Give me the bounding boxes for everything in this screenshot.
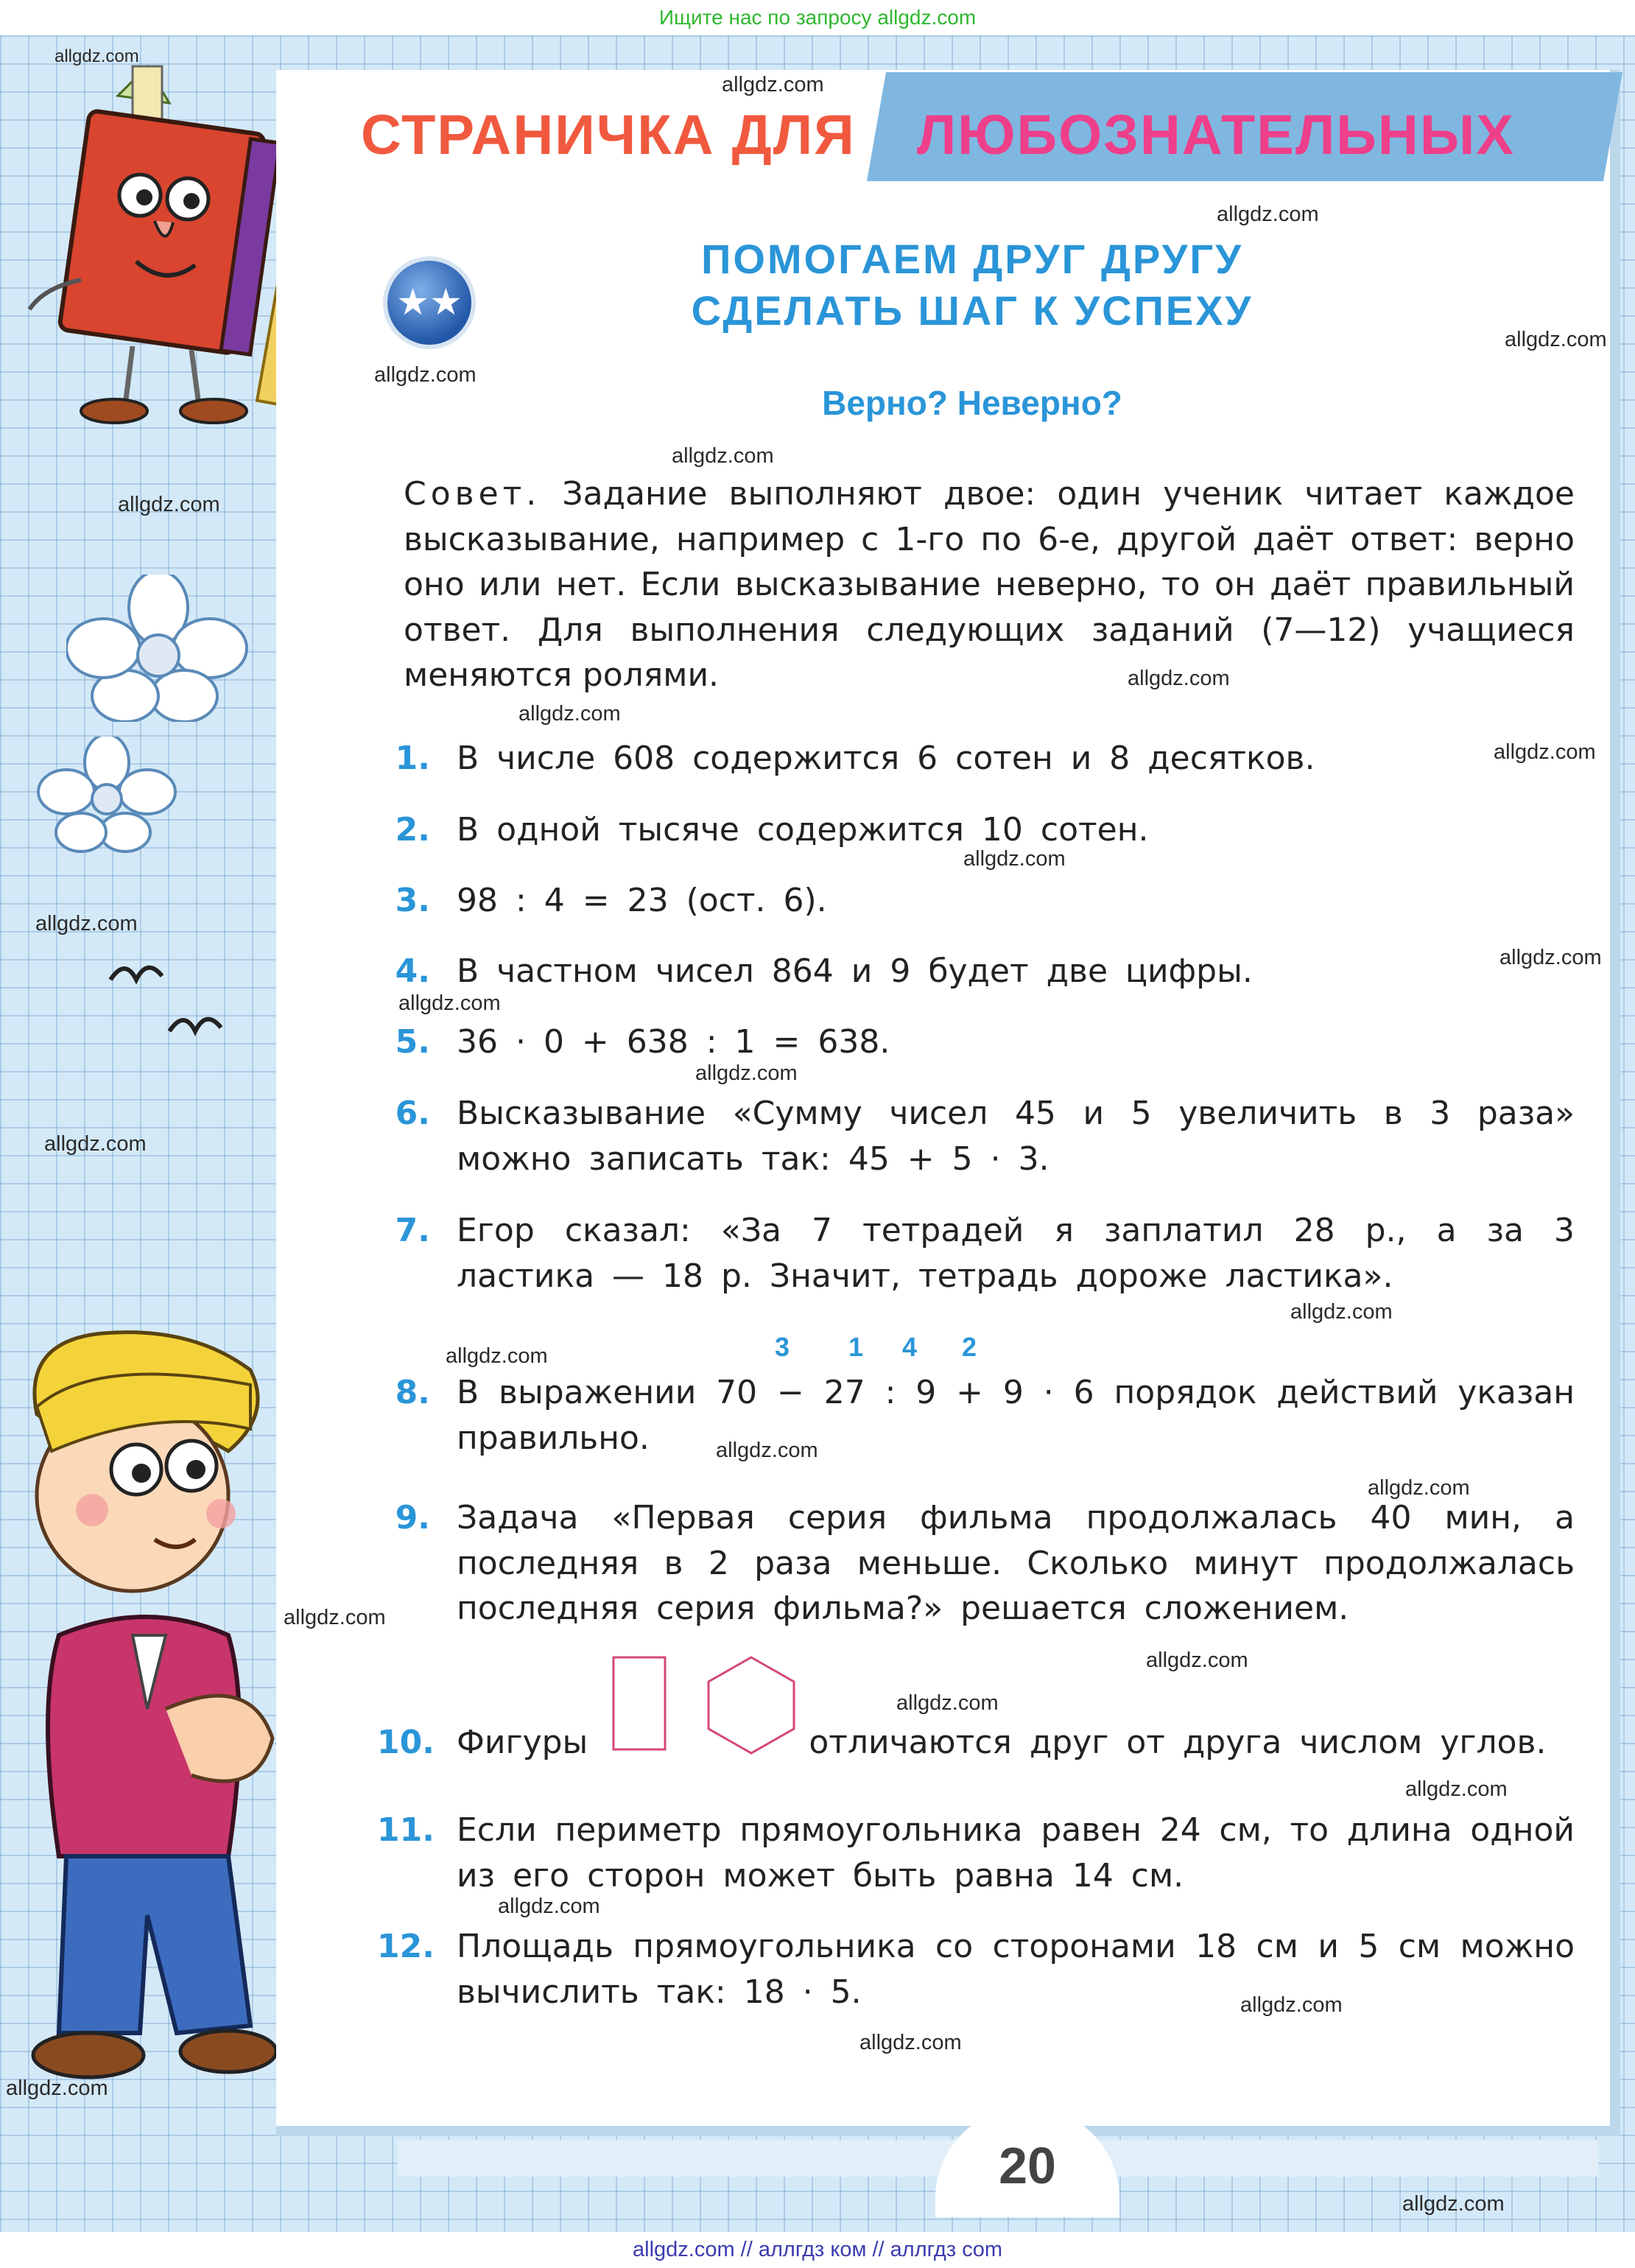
item-text: Если периметр прямоугольника равен 24 см, то длина одной из его сторон может быть равна 14 см. — [457, 1811, 1575, 1895]
advice-text: Задание выполняют двое: один ученик читает каждое высказывание, например с 1-го по 6-е, другой даёт ответ: верно оно или нет. Если высказывание неверно, то он даёт правильный ответ. Для выполнения следующих заданий (7—12) учащиеся меняются ролями. — [404, 475, 1575, 694]
item-number: 6. — [395, 1095, 430, 1132]
item-number: 12. — [377, 1928, 435, 1965]
item-number: 4. — [395, 952, 430, 990]
subtitle-line2: СДЕЛАТЬ ШАГ К УСПЕХУ — [691, 287, 1254, 334]
watermark-text: allgdz.com — [44, 1132, 147, 1156]
birds-decoration — [103, 950, 236, 1053]
item-text-after: отличаются друг от друга числом углов. — [809, 1724, 1547, 1761]
bottom-banner[interactable]: allgdz.com // аллгдз ком // аллгдз com — [633, 2238, 1002, 2261]
list-item — [377, 807, 1575, 853]
watermark-text: allgdz.com — [398, 991, 501, 1015]
watermark-text: allgdz.com — [672, 444, 774, 468]
list-item — [377, 1495, 1575, 1632]
item-text: В одной тысяче содержится 10 сотен. — [457, 811, 1149, 849]
header-part1: СТРАНИЧКА ДЛЯ — [361, 104, 856, 166]
item-text: Задача «Первая серия фильма продолжалась 40 мин, а последняя в 2 раза меньше. Сколько минут продолжалась последняя серия фильма?» решается сложением. — [457, 1499, 1575, 1627]
watermark-text: allgdz.com — [6, 2076, 108, 2100]
item-text: 98 : 4 = 23 (ост. 6). — [457, 882, 827, 919]
list-item — [377, 1091, 1575, 1182]
watermark-text: allgdz.com — [896, 1691, 999, 1715]
list-item — [377, 1208, 1575, 1299]
list-item — [377, 1370, 1575, 1461]
item-text: В частном чисел 864 и 9 будет две цифры. — [457, 952, 1253, 990]
list-item — [377, 736, 1575, 782]
item-number: 9. — [395, 1499, 430, 1537]
section-title: Верно? Неверно? — [822, 384, 1122, 422]
item-number: 7. — [395, 1212, 430, 1249]
list-item — [377, 1808, 1575, 1898]
watermark-text: allgdz.com — [1402, 2192, 1505, 2216]
item-text: Площадь прямоугольника со сторонами 18 см и 5 см можно вычислить так: 18 · 5. — [457, 1928, 1575, 2011]
watermark-text: allgdz.com — [716, 1439, 818, 1462]
order-mark: 2 — [962, 1332, 977, 1362]
flower-decoration — [66, 575, 250, 722]
watermark-text: allgdz.com — [518, 702, 621, 726]
item-number: 10. — [377, 1724, 435, 1761]
item-number: 11. — [377, 1811, 435, 1849]
watermark-text: allgdz.com — [35, 912, 138, 935]
watermark-text: allgdz.com — [1499, 946, 1602, 969]
item-number: 8. — [395, 1374, 430, 1411]
order-mark: 1 — [848, 1332, 864, 1362]
item-number: 3. — [395, 882, 430, 919]
watermark-text: allgdz.com — [446, 1344, 548, 1368]
watermark-text: allgdz.com — [1128, 667, 1230, 690]
watermark-text: allgdz.com — [1146, 1649, 1248, 1672]
watermark-text: allgdz.com — [118, 493, 220, 516]
boy-character-illustration — [7, 1326, 287, 2099]
watermark-text: allgdz.com — [722, 73, 824, 96]
item-text: Егор сказал: «За 7 тетрадей я заплатил 28 р., а за 3 ластика — 18 р. Значит, тетрадь дороже ластика». — [457, 1212, 1575, 1295]
advice-head: Совет. — [404, 475, 541, 513]
item-number: 2. — [395, 811, 430, 849]
item-number: 1. — [395, 740, 430, 777]
small-flower-decoration — [37, 737, 177, 854]
watermark-text: allgdz.com — [54, 46, 139, 66]
item-text: Высказывание «Сумму чисел 45 и 5 увеличить в 3 раза» можно записать так: 45 + 5 · 3. — [457, 1095, 1575, 1178]
watermark-text: allgdz.com — [1217, 203, 1319, 226]
watermark-text: allgdz.com — [859, 2031, 962, 2054]
advice-paragraph — [404, 471, 1575, 698]
list-item — [377, 1924, 1575, 2015]
subtitle-line1: ПОМОГАЕМ ДРУГ ДРУГУ — [701, 236, 1243, 282]
watermark-text: allgdz.com — [963, 847, 1066, 871]
item-number: 5. — [395, 1023, 430, 1061]
stars-icon: ★★ — [383, 256, 476, 349]
watermark-text: allgdz.com — [1290, 1300, 1393, 1324]
watermark-text: allgdz.com — [1405, 1777, 1508, 1801]
item-text: В выражении 70 − 27 : 9 + 9 · 6 порядок действий указан правильно. — [457, 1374, 1575, 1457]
watermark-text: allgdz.com — [1240, 1993, 1343, 2017]
item-text: 36 · 0 + 638 : 1 = 638. — [457, 1023, 890, 1061]
order-mark: 4 — [902, 1332, 918, 1362]
list-item — [377, 1019, 1575, 1065]
watermark-text: allgdz.com — [1505, 328, 1607, 351]
watermark-text: allgdz.com — [1368, 1476, 1470, 1500]
page-header — [361, 103, 1613, 184]
watermark-text: allgdz.com — [374, 363, 477, 387]
watermark-text: allgdz.com — [695, 1061, 798, 1085]
order-mark: 3 — [775, 1332, 790, 1362]
list-item — [377, 1720, 1575, 1766]
list-item — [377, 878, 1575, 924]
item-text: В числе 608 содержится 6 сотен и 8 десятков. — [457, 740, 1315, 777]
item-text-before: Фигуры — [457, 1724, 588, 1761]
header-part2: ЛЮБОЗНАТЕЛЬНЫХ — [916, 104, 1515, 166]
top-banner[interactable]: Ищите нас по запросу allgdz.com — [658, 6, 977, 29]
list-item — [377, 949, 1575, 994]
page-number: 20 — [999, 2137, 1056, 2194]
watermark-text: allgdz.com — [1494, 740, 1596, 764]
watermark-text: allgdz.com — [284, 1606, 386, 1629]
watermark-text: allgdz.com — [498, 1895, 600, 1918]
